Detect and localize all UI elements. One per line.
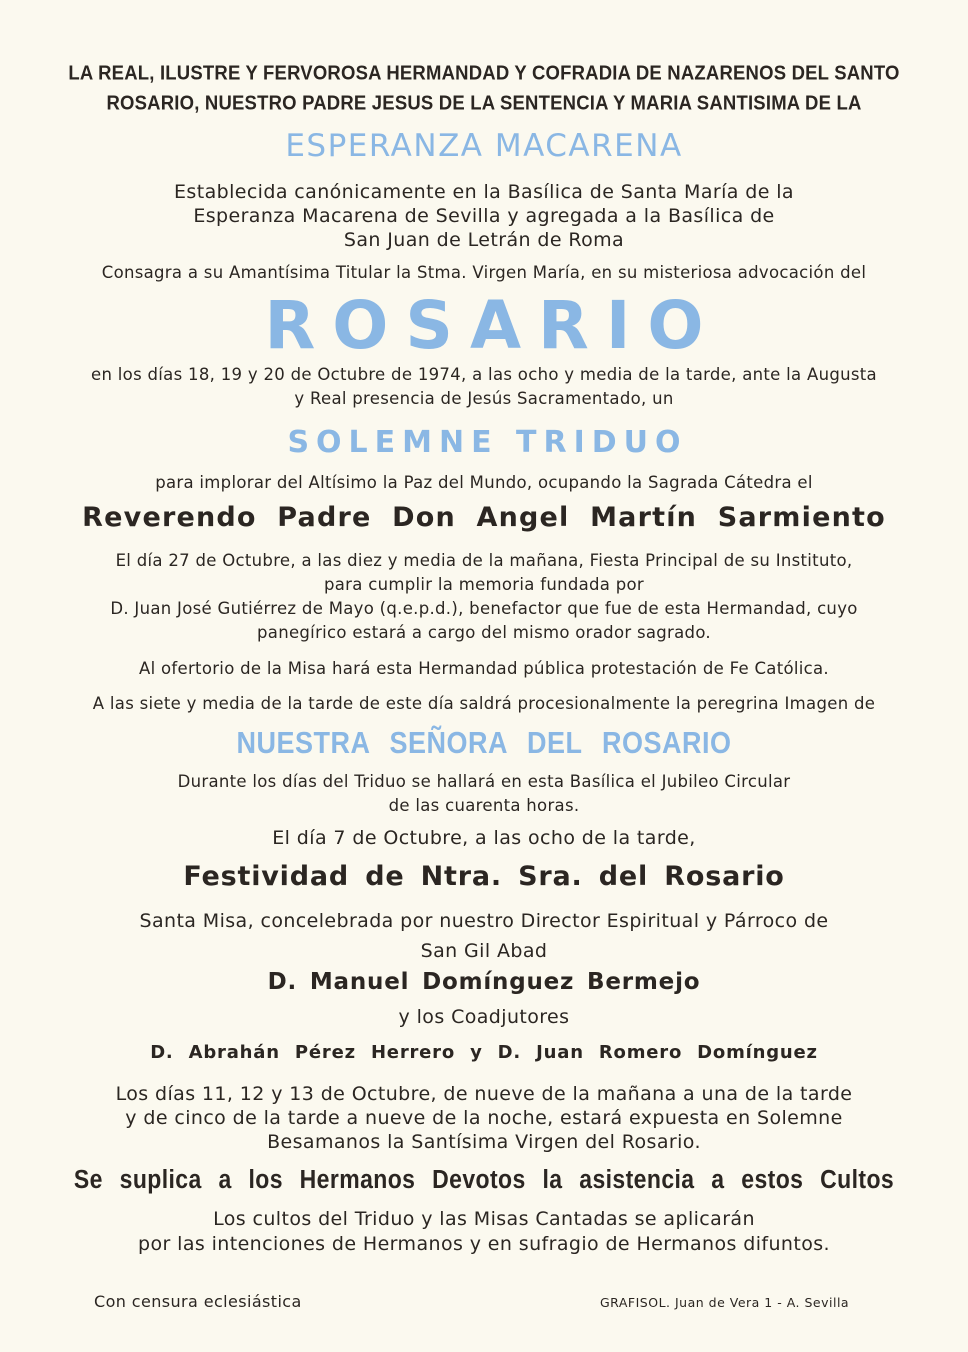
brotherhood-name-line-2: ROSARIO, NUESTRO PADRE JESUS DE LA SENTENCIA Y MARIA SANTISIMA DE LA [106, 90, 862, 115]
preacher-name: Reverendo Padre Don Angel Martín Sarmiento [82, 502, 886, 533]
fechas-line-1: en los días 18, 19 y 20 de Octubre de 1974, a las ocho y media de la tarde, ante la Augusta [91, 365, 877, 384]
rosario-title: ROSARIO [264, 287, 721, 364]
besamanos-line-1: Los días 11, 12 y 13 de Octubre, de nueve de la mañana a una de la tarde [115, 1083, 853, 1105]
nuestra-senora-title: NUESTRA SEÑORA DEL ROSARIO [236, 726, 732, 760]
director-name: D. Manuel Domínguez Bermejo [267, 969, 701, 995]
intenciones-line-1: Los cultos del Triduo y las Misas Cantadas se aplicarán [213, 1208, 755, 1230]
consagra-text: Consagra a su Amantísima Titular la Stma. Virgen María, en su misteriosa advocación del [101, 263, 867, 282]
festividad-title: Festividad de Ntra. Sra. del Rosario [183, 861, 785, 892]
establecida-line-3: San Juan de Letrán de Roma [343, 229, 625, 251]
solemne-triduo-title: SOLEMNE TRIDUO [287, 425, 688, 460]
intenciones-line-2: por las intenciones de Hermanos y en sufragio de Hermanos difuntos. [138, 1233, 830, 1255]
fiesta-line-1: El día 27 de Octubre, a las diez y media de la mañana, Fiesta Principal de su Instituto, [115, 551, 853, 570]
jubileo-line-2: de las cuarenta horas. [388, 796, 580, 815]
jubileo-line-1: Durante los días del Triduo se hallará en esta Basílica el Jubileo Circular [177, 772, 791, 791]
establecida-line-2: Esperanza Macarena de Sevilla y agregada a la Basílica de [193, 205, 775, 227]
ofertorio-text: Al ofertorio de la Misa hará esta Hermandad pública protestación de Fe Católica. [139, 659, 829, 678]
esperanza-macarena-title: ESPERANZA MACARENA [285, 128, 683, 164]
misa-line-1: Santa Misa, concelebrada por nuestro Director Espiritual y Párroco de [139, 910, 829, 932]
brotherhood-name-line-1: LA REAL, ILUSTRE Y FERVOROSA HERMANDAD Y COFRADIA DE NAZARENOS DEL SANTO [68, 60, 900, 85]
misa-line-2: San Gil Abad [420, 940, 548, 962]
implorar-text: para implorar del Altísimo la Paz del Mundo, ocupando la Sagrada Cátedra el [155, 473, 813, 492]
printer-imprint: GRAFISOL. Juan de Vera 1 - A. Sevilla [600, 1295, 850, 1310]
procesion-text: A las siete y media de la tarde de este día saldrá procesionalmente la peregrina Imagen de [92, 694, 876, 713]
besamanos-line-2: y de cinco de la tarde a nueve de la noche, estará expuesta en Solemne [125, 1107, 843, 1129]
dia-7-text: El día 7 de Octubre, a las ocho de la tarde, [272, 827, 696, 849]
fiesta-line-3: D. Juan José Gutiérrez de Mayo (q.e.p.d.), benefactor que fue de esta Hermandad, cuyo [110, 599, 858, 618]
establecida-line-1: Establecida canónicamente en la Basílica de Santa María de la [174, 181, 794, 203]
besamanos-line-3: Besamanos la Santísima Virgen del Rosario. [267, 1131, 701, 1153]
censura-note: Con censura eclesiástica [94, 1292, 302, 1311]
coadjutores-names: D. Abrahán Pérez Herrero y D. Juan Romero Domínguez [150, 1042, 818, 1063]
fiesta-line-4: panegírico estará a cargo del mismo orador sagrado. [257, 623, 711, 642]
coadjutores-label: y los Coadjutores [398, 1006, 570, 1028]
fechas-line-2: y Real presencia de Jesús Sacramentado, un [294, 389, 674, 408]
suplica-text: Se suplica a los Hermanos Devotos la asistencia a estos Cultos [73, 1164, 895, 1194]
fiesta-line-2: para cumplir la memoria fundada por [323, 575, 645, 594]
